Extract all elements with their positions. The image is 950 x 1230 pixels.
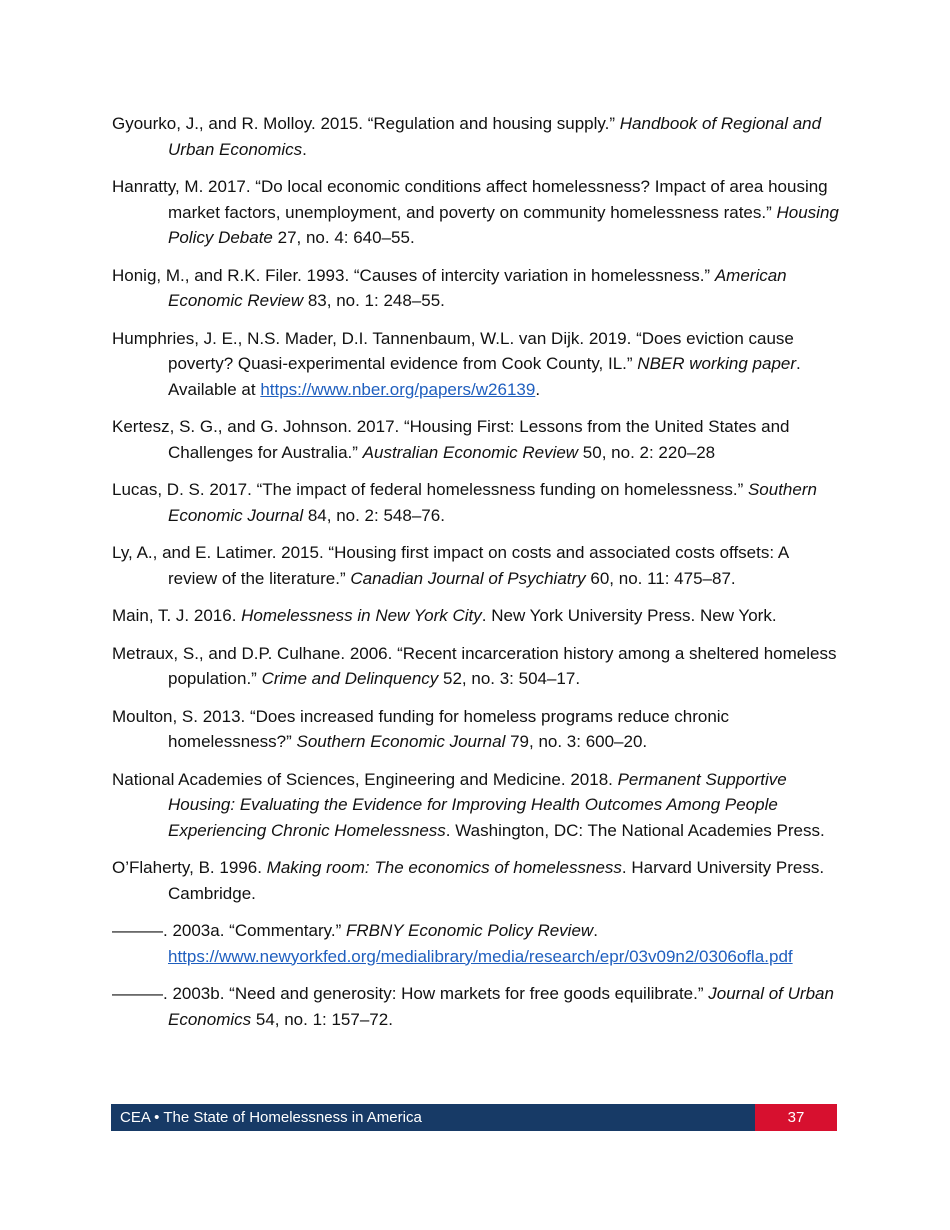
reference-entry: ———. 2003a. “Commentary.” FRBNY Economic Policy Review. https://www.newyorkfed.org/medialibrary/media/research/epr/03v09n2/0306ofla.pdf [112, 921, 793, 966]
reference-entry: ———. 2003b. “Need and generosity: How markets for free goods equilibrate.” Journal of Urban Economics 54, no. 1: 157–72. [112, 984, 834, 1029]
nber-paper-link[interactable]: https://www.nber.org/papers/w26139 [260, 379, 536, 399]
reference-entry: National Academies of Sciences, Engineering and Medicine. 2018. Permanent Supportive Housing: Evaluating the Evidence for Improving Health Outcomes Among People Experiencing Chronic Homelessness. Washington, DC: The National Academies Press. [112, 769, 825, 840]
reference-entry: Ly, A., and E. Latimer. 2015. “Housing first impact on costs and associated costs offsets: A review of the literature.” Canadian Journal of Psychiatry 60, no. 11: 475–87. [112, 543, 789, 588]
reference-list [112, 111, 842, 1044]
reference-entry: Humphries, J. E., N.S. Mader, D.I. Tannenbaum, W.L. van Dijk. 2019. “Does eviction cause poverty? Quasi-experimental evidence from Cook County, IL.” NBER working paper. Available at https://www.nber.org/papers/w26139. [112, 328, 801, 399]
reference-entry: Kertesz, S. G., and G. Johnson. 2017. “Housing First: Lessons from the United States and Challenges for Australia.” Australian Economic Review 50, no. 2: 220–28 [112, 417, 790, 462]
footer-title: CEA • The State of Homelessness in America [111, 1104, 755, 1131]
reference-entry: Gyourko, J., and R. Molloy. 2015. “Regulation and housing supply.” Handbook of Regional and Urban Economics. [112, 114, 822, 159]
reference-entry: O’Flaherty, B. 1996. Making room: The economics of homelessness. Harvard University Press. Cambridge. [112, 858, 825, 903]
reference-entry: Main, T. J. 2016. Homelessness in New York City. New York University Press. New York. [112, 606, 777, 625]
page-footer [111, 1104, 837, 1131]
reference-entry: Lucas, D. S. 2017. “The impact of federal homelessness funding on homelessness.” Southern Economic Journal 84, no. 2: 548–76. [112, 480, 817, 525]
reference-entry: Metraux, S., and D.P. Culhane. 2006. “Recent incarceration history among a sheltered homeless population.” Crime and Delinquency 52, no. 3: 504–17. [112, 643, 837, 688]
frbny-pdf-link[interactable]: https://www.newyorkfed.org/medialibrary/media/research/epr/03v09n2/0306ofla.pdf [168, 946, 793, 966]
page-number: 37 [755, 1104, 837, 1131]
reference-entry: Hanratty, M. 2017. “Do local economic conditions affect homelessness? Impact of area housing market factors, unemployment, and poverty on community homelessness rates.” Housing Policy Debate 27, no. 4: 640–55. [112, 177, 839, 247]
reference-entry: Moulton, S. 2013. “Does increased funding for homeless programs reduce chronic homelessness?” Southern Economic Journal 79, no. 3: 600–20. [112, 706, 730, 751]
reference-entry: Honig, M., and R.K. Filer. 1993. “Causes of intercity variation in homelessness.” American Economic Review 83, no. 1: 248–55. [112, 265, 787, 310]
